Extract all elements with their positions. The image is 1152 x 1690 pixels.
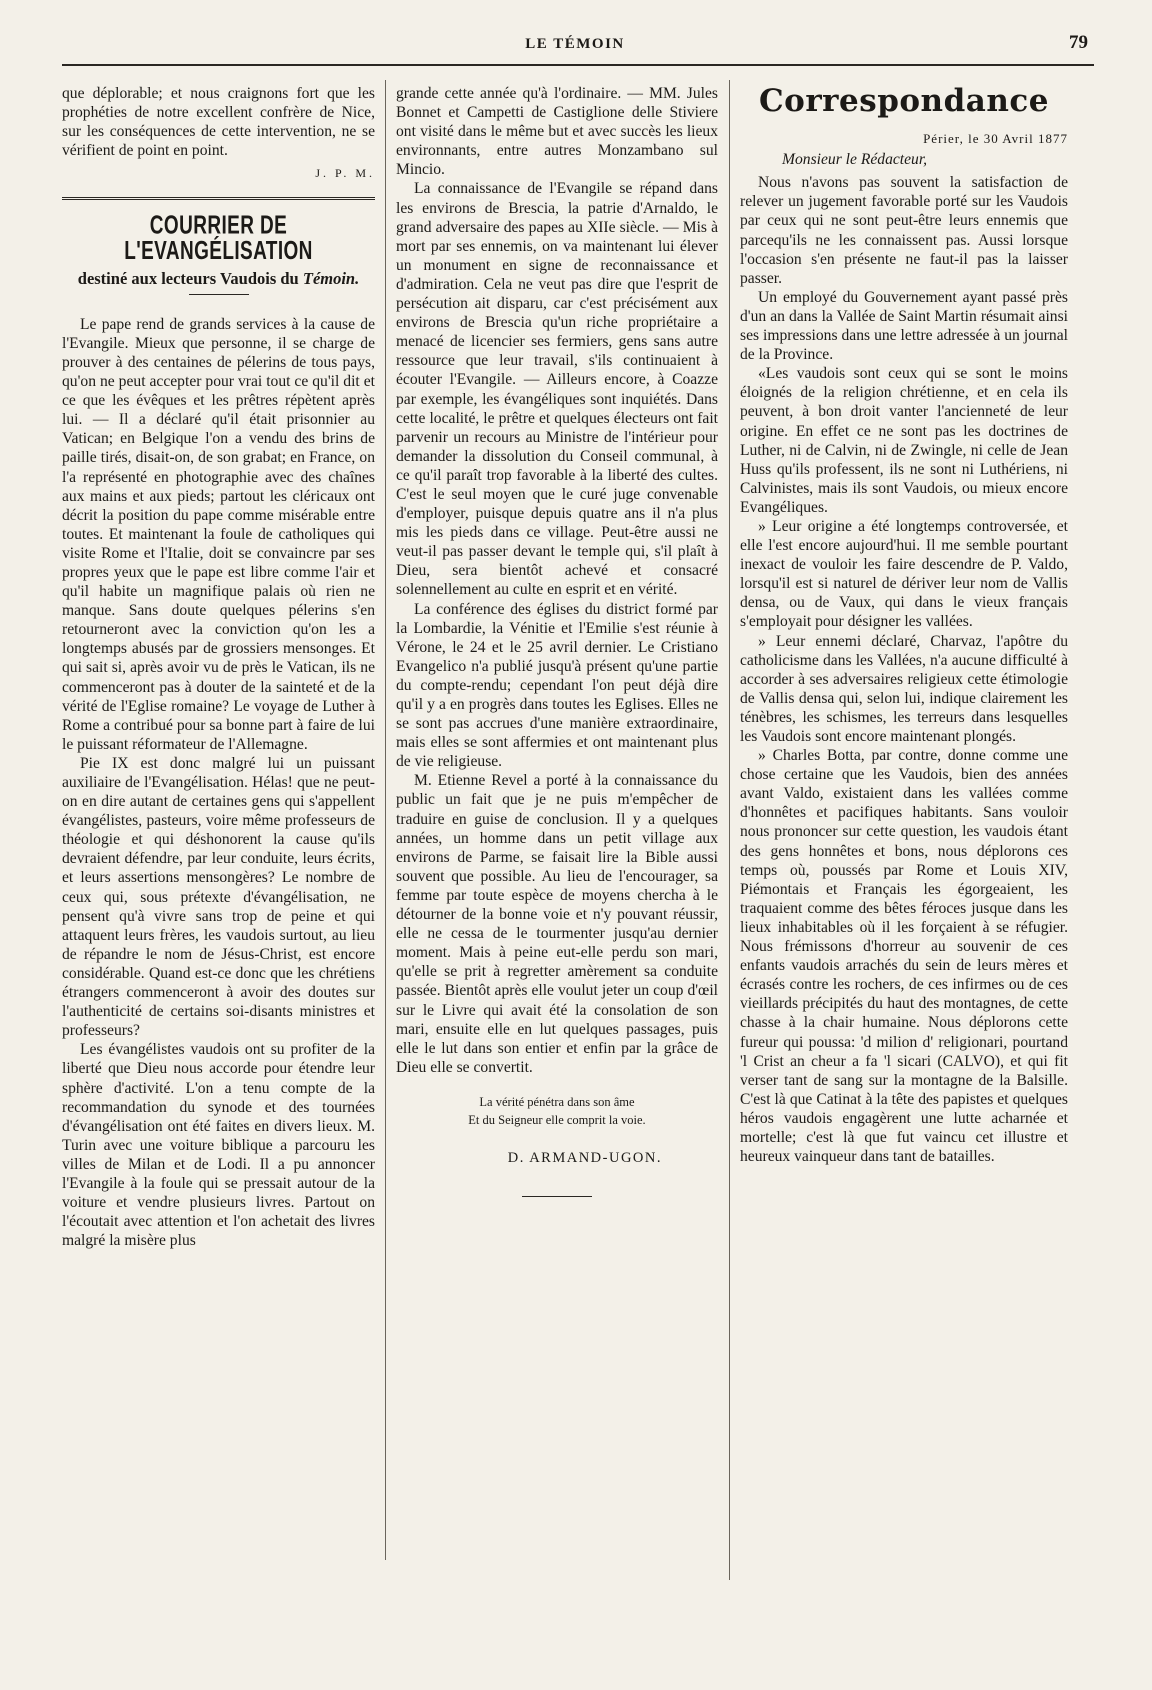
article-paragraph: grande cette année qu'à l'ordinaire. — MM. Jules Bonnet et Campetti de Castiglione delle Stiviere ont visité dans le même but et avec succès les lieux environnants, entre autres Monzambano sul Mincio. [396,85,718,179]
column-1 [62,84,375,1250]
letter-paragraph: Un employé du Gouvernement ayant passé près d'un an dans la Vallée de Saint Martin résumait ainsi ses impressions dans une lettre adressée à un journal de la Province. [740,288,1068,364]
article-paragraph: Les évangélistes vaudois ont su profiter de la liberté que Dieu nous accorde pour étendre leur sphère d'activité. L'on a tenu compte de la recommandation du synode et des tournées d'évangélisation ont été faites en divers lieux. M. Turin avec une voiture biblique a parcouru les villes de Milan et de Lodi. Il a pu annoncer l'Evangile à la foule qui se pressait autour de la voiture et vendre plusieurs livres. Partout on l'écoutait avec attention et l'on achetait des livres malgré la misère plus [62,1041,375,1250]
article-paragraph: La conférence des églises du district formé par la Lombardie, la Vénitie et l'Emilie s'est réunie à Vérone, le 24 et le 25 avril dernier. Le Cristiano Evangelico n'a publié jusqu'à présent qu'une partie du compte-rendu; cependant l'on peut déjà dire qu'il y a en progrès dans toutes les Eglises. Elles ne se sont pas accrues d'une manière extraordinaire, mais elles se sont affermies et ont maintenant plus de vie religieuse. [396,600,718,771]
letter-paragraph: » Leur ennemi déclaré, Charvaz, l'apôtre du catholicisme dans les Vallées, n'a aucune difficulté à accorder à ses adversaires religieux cette étimologie de Vallis densa qui, selon lui, indique clairement les ténèbres, les schismes, les terreurs dans lesquelles les Vaudois sont encore maintenant plongés. [740,632,1068,745]
page-number: 79 [1069,32,1088,53]
section-separator [62,197,375,200]
short-rule [189,294,249,295]
section-title: COURRIER DE L'EVANGÉLISATION [124,212,313,267]
article-ending-paragraph: que déplorable; et nous craignons fort que les prophéties de notre excellent confrère de Nice, sur les conséquences de cette intervention, ne se vérifient de point en point. [62,85,375,160]
letter-paragraph: Nous n'avons pas souvent la satisfaction de relever un jugement favorable porté sur les Vaudois par ceux qui ne sont peut-être leurs ennemis que parcequ'ils ne les connaissent pas. Aussi lorsque l'occasion s'en présente ne faut-il pas la laisser passer. [740,174,1068,287]
section-subtitle-text: destiné aux lecteurs Vaudois du [77,268,299,288]
article-author: D. ARMAND-UGON. [507,1149,662,1166]
salutation: Monsieur le Rédacteur, [782,151,928,169]
column-divider-2 [729,80,730,1580]
article-paragraph: M. Etienne Revel a porté à la connaissance du public un fait que je ne puis m'empêcher de traduire en guise de conclusion. Il y a quelques années, un homme dans un petit village aux environs de Parme, se faisait lire la Bible aussi souvent que possible. Au lieu de l'encourager, sa femme par toute espèce de moyens chercha à le détourner de la bonne voie et n'y pouvant réussir, elle ne cessa de le tourmenter jusqu'au dernier moment. Mais à peine eut-elle perdu son mari, qu'elle se prit à regretter amèrement sa conduite passée. Bientôt après elle voulut jeter un coup d'œil sur le Livre qui avait été la consolation de son mari, ensuite elle en lut quelques passages, puis elle le lut dans son entier et enfin par la grâce de Dieu elle se convertit. [396,772,718,1076]
letter-paragraph: «Les vaudois sont ceux qui se sont le moins éloignés de la religion chrétienne, et en cela ils peuvent, à bon droit vanter l'ancienneté de leur origine. En effet ce ne sont pas les doctrines de Luther, ni de Calvin, ni de Zwingle, ni celle de Jean Huss qu'ils professent, ils ne sont ni Luthériens, ni Calvinistes, mais ils sont Vaudois, ou mieux encore Evangéliques. [740,365,1068,516]
column-divider-1 [385,80,386,1560]
running-title: LE TÉMOIN [525,36,625,52]
letter-paragraph: » Charles Botta, par contre, donne comme une chose certaine que les Vaudois, bien des années avant Valdo, existaient dans les vallées comme d'honnêtes et pacifiques habitants. Sans vouloir nous prononcer sur cette question, les vaudois étant des gens honnêtes et bons, nous déplorons ces temps où, poussés par Rome et Louis XIV, Piémontais et Français les égorgeaient, les traquaient comme des bêtes féroces jusque dans les lieux inhabitables où il les forçaient à se réfugier. Nous frémissons d'horreur au souvenir de ces enfants vaudois arrachés du sein de leurs mères et écrasés contre les rochers, de ces infirmes ou de ces vieillards précipités du haut des montagnes, de cette chasse à la chair humaine. Nous déplorons cette fureur qui poussa: 'd milion d' religionari, pourtand 'l Crist an cheur a fa 'l sicari (CALVO), et qui fit verser tant de sang sur la montagne de la Balsille. C'est là que Catinat à la tête des papistes et quelques héros vaudois engagèrent une lutte acharnée et mortelle; c'est là que fut vaincu cet illustre et heureux vainqueur dans tant de batailles. [740,747,1068,1166]
article-paragraph: Pie IX est donc malgré lui un puissant auxiliaire de l'Evangélisation. Hélas! que ne peut-on en dire autant de certaines gens qui s'appellent évangélistes, pasteurs, voire même professeurs de théologie et qui déshonorent la cause qu'ils devraient défendre, par leur conduite, leurs écrits, et leurs assertions mensongères? Le nombre de ceux qui, sous prétexte d'évangélisation, ne pensent qu'à vivre sans trop de peine et qui attaquent leurs frères, les vaudois surtout, au lieu de répandre le nom de Jésus-Christ, est encore considérable. Quand est-ce donc que les chrétiens étrangers commenceront à avoir des doutes sur l'authenticité de certains soi-disants ministres et professeurs? [62,754,375,1040]
header-rule [62,64,1094,66]
verse-line: La vérité pénétra dans son âme [479,1094,635,1109]
article-paragraph: Le pape rend de grands services à la cause de l'Evangile. Mieux que personne, il se charge de prouver à des centaines de pélerins de tous pays, qu'on ne peut accepter pour vrai tout ce qu'il dit et ce que les évêques et les prêtres répètent après lui. — Il a déclaré qu'il était prisonnier au Vatican; en Belgique l'on a vendu des brins de paille tirés, disait-on, de son grabat; en France, on l'a représenté en photographie avec des chaînes aux mains et aux pieds; partout les cléricaux ont décrit la position du pape comme misérable entre toutes. Et maintenant la foule de catholiques qui visite Rome et l'Italie, doit se convaincre par ses propres yeux que le pape est libre comme l'air et qu'il habite un magnifique palais où rien ne manque. Sans doute quelques pélerins s'en retourneront avec la conviction qu'on les a longtemps abusés par de grossiers mensonges. Et qui sait si, après avoir vu de près le Vatican, ils ne commenceront pas à douter de la sainteté et de la vérité de l'Eglise romaine? Le voyage de Luther à Rome a contribué pour sa bonne part à faire de lui le puissant réformateur de l'Allemagne. [62,315,375,753]
correspondence-title: Correspondance [759,83,1049,119]
column-2 [396,84,718,1197]
verse-line: Et du Seigneur elle comprit la voie. [468,1112,646,1127]
dateline: Périer, le 30 Avril 1877 [923,131,1068,147]
verse-quote [396,1093,718,1129]
article-paragraph: La connaissance de l'Evangile se répand dans les environs de Brescia, la patrie d'Arnaldo, le grand adversaire des papes au XIIe siècle. — Mis à mort par ses ennemis, on va maintenant lui élever un monument en signe de reconnaissance et d'admiration. Cela ne veut pas dire que l'esprit de persécution ait disparu, car c'est précisément aux environs de Brescia qu'un riche propriétaire a menacé de licencier ses fermiers, gens sans autre ressource que leur travail, s'ils continuaient à écouter l'Evangile. — Ailleurs encore, à Coazze par exemple, les évangéliques sont inquiétés. Dans cette localité, le prêtre et quelques électeurs ont fait parvenir un recours au Ministre de l'intérieur pour demander la dissolution du Conseil communal, à ce qu'il paraît trop favorable à la liberté des cultes. C'est le seul moyen que le curé juge convenable d'employer, puisque depuis quatre ans il n'a plus mis les pieds dans ce village. Peut-être aussi ne veut-il pas passer devant le temple qui, s'il plaît à Dieu, sera bientôt achevé et consacré solennellement au culte en esprit et en vérité. [396,180,718,599]
section-subtitle-journal: Témoin. [302,268,360,288]
page-header [62,30,1088,60]
article-signature: J. P. M. [315,166,375,181]
letter-paragraph: » Leur origine a été longtemps controversée, et elle l'est encore aujourd'hui. Il me semble pourtant inexact de vouloir les faire descendre de P. Valdo, lorsqu'il est si naturel de dériver leur nom de Vallis densa, ou de Vaux, qui dans le vieux français s'employait pour désigner les vallées. [740,517,1068,631]
section-subtitle [62,269,375,288]
column-3 [740,84,1068,1166]
end-rule [522,1196,592,1197]
